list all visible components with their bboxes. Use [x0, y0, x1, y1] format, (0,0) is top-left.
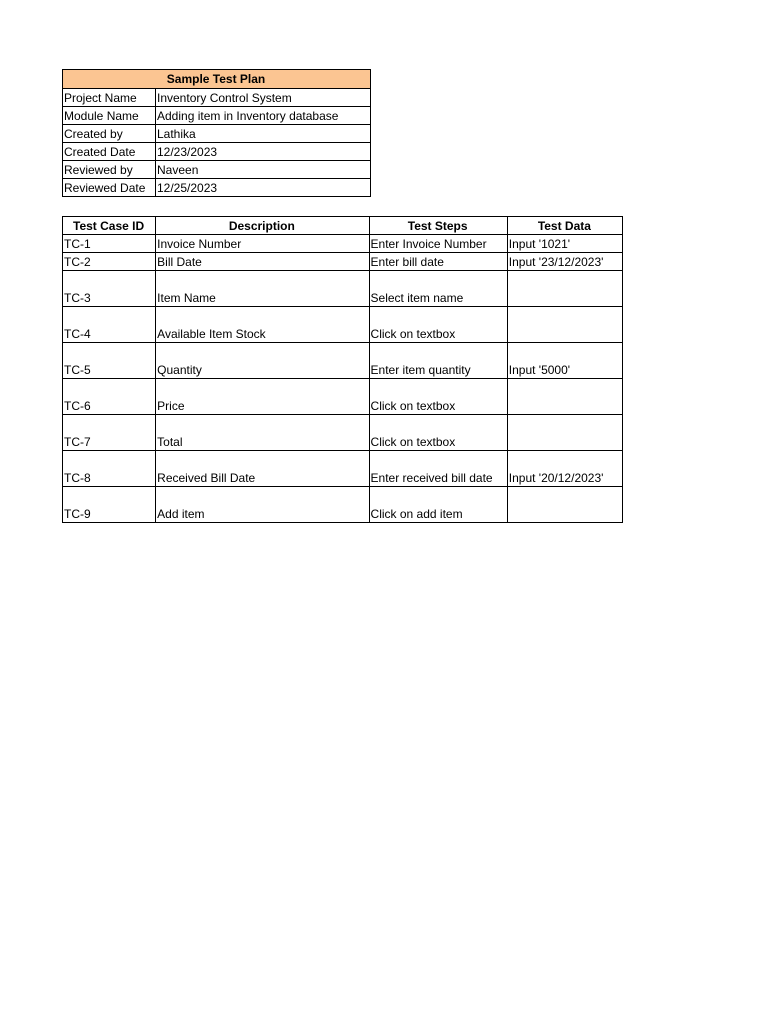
test-cases-table — [62, 216, 623, 523]
test-cases-header-row — [63, 217, 623, 235]
reviewed-by-label: Reviewed by — [63, 161, 156, 179]
test-case-id: TC-2 — [63, 253, 156, 271]
test-case-id: TC-1 — [63, 235, 156, 253]
test-plan-title-row — [63, 70, 371, 89]
test-case-description: Add item — [156, 487, 369, 523]
test-case-data — [507, 271, 622, 307]
test-plan-row — [63, 161, 371, 179]
test-case-description: Bill Date — [156, 253, 369, 271]
module-name-label: Module Name — [63, 107, 156, 125]
reviewed-by-value: Naveen — [156, 161, 371, 179]
test-case-id: TC-8 — [63, 451, 156, 487]
test-case-description: Available Item Stock — [156, 307, 369, 343]
test-case-id: TC-4 — [63, 307, 156, 343]
project-name-value: Inventory Control System — [156, 89, 371, 107]
test-case-row — [63, 451, 623, 487]
header-test-data: Test Data — [507, 217, 622, 235]
test-case-description: Price — [156, 379, 369, 415]
test-case-steps: Enter received bill date — [369, 451, 507, 487]
project-name-label: Project Name — [63, 89, 156, 107]
test-case-id: TC-5 — [63, 343, 156, 379]
test-case-steps: Select item name — [369, 271, 507, 307]
test-plan-row — [63, 107, 371, 125]
test-case-steps: Click on add item — [369, 487, 507, 523]
test-plan-row — [63, 143, 371, 161]
test-plan-row — [63, 179, 371, 197]
test-case-id: TC-3 — [63, 271, 156, 307]
test-plan-row — [63, 125, 371, 143]
header-test-steps: Test Steps — [369, 217, 507, 235]
test-case-row — [63, 415, 623, 451]
test-case-id: TC-7 — [63, 415, 156, 451]
test-case-data: Input '1021' — [507, 235, 622, 253]
test-case-description: Item Name — [156, 271, 369, 307]
reviewed-date-label: Reviewed Date — [63, 179, 156, 197]
test-case-steps: Click on textbox — [369, 379, 507, 415]
test-case-row — [63, 343, 623, 379]
created-date-value: 12/23/2023 — [156, 143, 371, 161]
test-case-steps: Click on textbox — [369, 415, 507, 451]
test-case-data — [507, 415, 622, 451]
test-plan-table — [62, 69, 371, 197]
created-by-label: Created by — [63, 125, 156, 143]
test-case-description: Total — [156, 415, 369, 451]
test-case-row — [63, 253, 623, 271]
test-case-description: Received Bill Date — [156, 451, 369, 487]
test-plan-title: Sample Test Plan — [63, 70, 371, 89]
test-case-description: Invoice Number — [156, 235, 369, 253]
test-case-data: Input '20/12/2023' — [507, 451, 622, 487]
test-case-row — [63, 235, 623, 253]
test-case-description: Quantity — [156, 343, 369, 379]
test-plan-row — [63, 89, 371, 107]
test-case-data — [507, 307, 622, 343]
test-case-steps: Click on textbox — [369, 307, 507, 343]
test-case-id: TC-6 — [63, 379, 156, 415]
test-case-data: Input '23/12/2023' — [507, 253, 622, 271]
test-case-data: Input '5000' — [507, 343, 622, 379]
header-description: Description — [156, 217, 369, 235]
test-case-steps: Enter Invoice Number — [369, 235, 507, 253]
test-case-row — [63, 487, 623, 523]
test-case-data — [507, 487, 622, 523]
reviewed-date-value: 12/25/2023 — [156, 179, 371, 197]
test-case-id: TC-9 — [63, 487, 156, 523]
test-case-row — [63, 307, 623, 343]
test-case-data — [507, 379, 622, 415]
created-by-value: Lathika — [156, 125, 371, 143]
test-case-row — [63, 379, 623, 415]
test-case-row — [63, 271, 623, 307]
test-case-steps: Enter item quantity — [369, 343, 507, 379]
header-test-case-id: Test Case ID — [63, 217, 156, 235]
module-name-value: Adding item in Inventory database — [156, 107, 371, 125]
test-case-steps: Enter bill date — [369, 253, 507, 271]
created-date-label: Created Date — [63, 143, 156, 161]
